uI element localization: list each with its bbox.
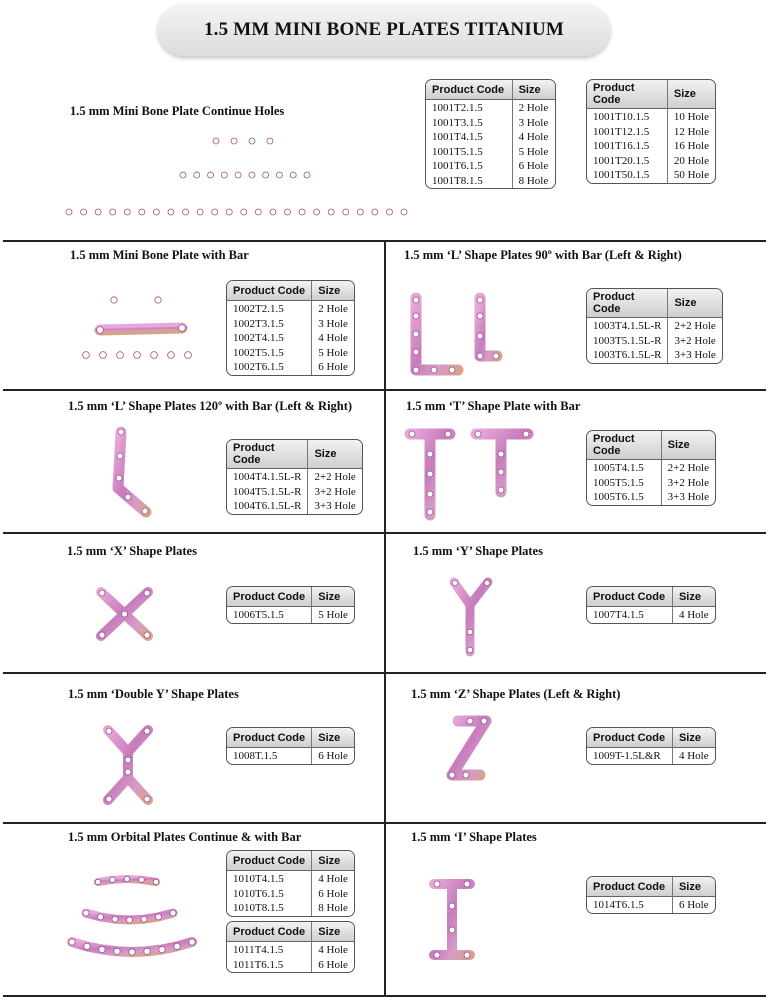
col-size: Size [667,289,721,318]
product-code-cell: 1001T50.1.5 [593,169,650,181]
col-size: Size [311,587,354,607]
size-cell: 10 Hole [667,109,715,125]
size-cell: 2 Hole [512,100,555,116]
product-code-cell: 1005T4.1.5 [593,462,644,474]
size-cell: 4 Hole [672,748,715,764]
size-cell: 8 Hole [311,901,354,916]
section-title-y-shape: 1.5 mm ‘Y’ Shape Plates [413,544,543,558]
size-cell: 4 Hole [512,130,555,145]
product-code-cell: 1005T5.1.5 [593,476,644,489]
col-size: Size [307,440,361,469]
size-cell: 4 Hole [672,607,715,623]
size-cell: 6 Hole [311,360,354,375]
product-code-cell: 1003T4.1.5L-R [593,320,662,332]
col-size: Size [311,851,354,871]
size-cell: 2+2 Hole [667,318,721,334]
col-product-code: Product Code [587,728,672,748]
size-cell: 3+2 Hole [667,334,721,349]
size-cell: 3+3 Hole [667,348,721,363]
product-code-cell: 1001T4.1.5 [432,131,483,143]
col-size: Size [661,431,715,460]
product-code-cell: 1001T6.1.5 [432,160,483,172]
product-code-cell: 1010T6.1.5 [233,887,284,900]
section-title-x-shape: 1.5 mm ‘X’ Shape Plates [67,544,197,558]
product-code-cell: 1001T8.1.5 [432,174,483,187]
size-cell: 12 Hole [667,125,715,140]
size-cell: 6 Hole [512,159,555,174]
col-product-code: Product Code [426,80,512,100]
product-code-cell: 1002T5.1.5 [233,346,284,359]
section-title-l-shape-90: 1.5 mm ‘L’ Shape Plates 90º with Bar (Left & Right) [404,248,682,262]
size-cell: 5 Hole [311,607,354,623]
col-product-code: Product Code [587,289,667,318]
product-code-cell: 1003T5.1.5L-R [593,334,662,347]
section-title-z-shape: 1.5 mm ‘Z’ Shape Plates (Left & Right) [411,687,621,701]
col-size: Size [672,877,715,897]
section-title-t-shape: 1.5 mm ‘T’ Shape Plate with Bar [406,399,581,413]
col-product-code: Product Code [227,587,311,607]
x-shape-plate-illustration [99,590,150,638]
size-cell: 2 Hole [311,301,354,317]
size-cell: 6 Hole [311,748,354,764]
size-cell: 2+2 Hole [307,469,361,485]
product-code-cell: 1001T3.1.5 [432,116,483,129]
size-cell: 4 Hole [311,942,354,958]
size-cell: 5 Hole [311,346,354,361]
product-code-cell: 1004T5.1.5L-R [233,485,302,498]
col-size: Size [311,728,354,748]
product-code-cell: 1007T4.1.5 [593,609,644,621]
continue-holes-plate-illustration [66,138,407,215]
size-cell: 8 Hole [512,174,555,189]
col-product-code: Product Code [587,877,672,897]
product-code-cell: 1001T10.1.5 [593,111,650,123]
col-product-code: Product Code [227,728,311,748]
size-cell: 50 Hole [667,168,715,183]
product-code-cell: 1001T12.1.5 [593,125,650,138]
l-shape-90-plate-illustration [413,297,499,373]
product-code-cell: 1010T8.1.5 [233,902,284,914]
product-code-cell: 1011T4.1.5 [233,944,284,956]
product-code-cell: 1002T4.1.5 [233,332,284,344]
t-shape-plate-illustration [409,431,529,515]
size-cell: 20 Hole [667,154,715,169]
section-title-l-shape-120: 1.5 mm ‘L’ Shape Plates 120º with Bar (Left & Right) [68,399,353,413]
col-product-code: Product Code [227,851,311,871]
product-code-cell: 1010T4.1.5 [233,873,284,885]
size-cell: 3+3 Hole [661,490,715,505]
z-shape-plate-illustration [449,718,487,778]
col-size: Size [672,728,715,748]
size-cell: 2+2 Hole [661,460,715,476]
col-product-code: Product Code [227,440,307,469]
section-title-double-y-shape: 1.5 mm ‘Double Y’ Shape Plates [68,687,239,701]
size-cell: 6 Hole [311,887,354,902]
size-cell: 4 Hole [311,871,354,887]
product-code-cell: 1002T6.1.5 [233,361,284,373]
col-product-code: Product Code [227,281,311,301]
section-title-continue-holes: 1.5 mm Mini Bone Plate Continue Holes [70,104,285,118]
section-title-orbital-plates: 1.5 mm Orbital Plates Continue & with Bar [68,830,302,844]
product-code-cell: 1002T3.1.5 [233,317,284,330]
col-size: Size [311,281,354,301]
i-shape-plate-illustration [434,881,470,958]
product-code-cell: 1009T-1.5L&R [593,750,661,762]
product-code-cell: 1004T6.1.5L-R [233,500,302,512]
product-code-cell: 1008T.1.5 [233,750,278,762]
product-code-cell: 1011T6.1.5 [233,958,284,971]
orbital-plates-illustration [69,876,195,955]
col-size: Size [667,80,715,109]
size-cell: 3+3 Hole [307,499,361,514]
size-cell: 3+2 Hole [307,485,361,500]
size-cell: 5 Hole [512,145,555,160]
product-code-cell: 1014T6.1.5 [593,899,644,911]
size-cell: 6 Hole [672,897,715,913]
product-code-cell: 1001T20.1.5 [593,154,650,167]
size-cell: 3 Hole [512,116,555,131]
page-title: 1.5 MM MINI BONE PLATES TITANIUM [203,19,565,40]
size-cell: 16 Hole [667,139,715,154]
col-product-code: Product Code [227,922,311,942]
size-cell: 3+2 Hole [661,476,715,491]
l-shape-120-plate-illustration [116,429,148,514]
product-code-cell: 1001T5.1.5 [432,145,483,158]
product-code-cell: 1005T6.1.5 [593,491,644,503]
section-title-plate-with-bar: 1.5 mm Mini Bone Plate with Bar [70,248,249,262]
product-code-cell: 1003T6.1.5L-R [593,349,662,361]
size-cell: 4 Hole [311,331,354,346]
product-code-cell: 1002T2.1.5 [233,303,284,315]
col-size: Size [672,587,715,607]
plate-with-bar-illustration [83,297,192,359]
section-title-i-shape: 1.5 mm ‘I’ Shape Plates [411,830,537,844]
col-product-code: Product Code [587,80,667,109]
size-cell: 6 Hole [311,958,354,973]
col-product-code: Product Code [587,587,672,607]
product-code-cell: 1001T2.1.5 [432,102,483,114]
product-code-cell: 1001T16.1.5 [593,140,650,152]
product-code-cell: 1006T5.1.5 [233,609,284,621]
size-cell: 3 Hole [311,317,354,332]
y-shape-plate-illustration [452,580,490,653]
double-y-shape-plate-illustration [106,728,150,802]
product-code-cell: 1004T4.1.5L-R [233,471,302,483]
col-size: Size [311,922,354,942]
col-size: Size [512,80,555,100]
col-product-code: Product Code [587,431,661,460]
